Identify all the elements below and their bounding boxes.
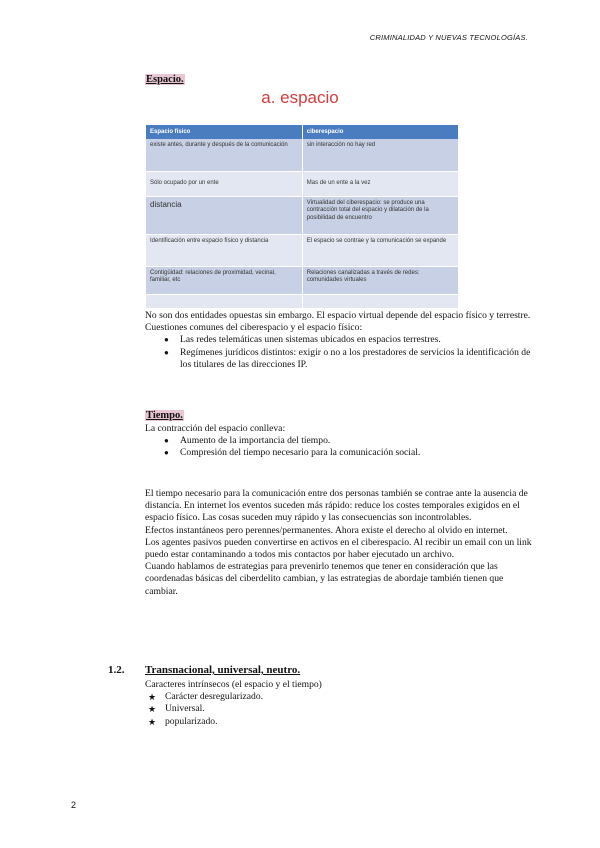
table-cell: sin interacción no hay red (302, 139, 458, 171)
star-bullet-icon: ★ (148, 692, 157, 703)
comparison-table (146, 125, 459, 309)
bullet-icon: ● (164, 436, 169, 446)
section-heading-1-2 (108, 664, 300, 676)
list-item: ★ Carácter desregularizado. (148, 691, 264, 703)
section-title-espacio: Espacio. (146, 74, 184, 85)
list-item: ★ popularizado. (148, 715, 218, 727)
paragraph: No son dos entidades opuestas sin embargo. El espacio virtual depende del espacio físico y terrestre. (145, 310, 531, 321)
table-cell: Sólo ocupado por un ente (146, 171, 302, 196)
bullet-icon: ● (164, 347, 169, 357)
bullet-icon: ● (164, 335, 169, 345)
paragraph: El tiempo necesario para la comunicación entre dos personas también se contrae ante la ausencia de distancia. En internet los eventos suceden más rápido: reduce los costes temporales exigidos en el espacio físico. Las cosas suceden muy rápido y las consecuencias son incontrolables. (145, 488, 528, 524)
table-row (146, 266, 459, 294)
paragraph: Cuestiones comunes del ciberespacio y el espacio físico: (145, 322, 363, 334)
table-cell: distancia (146, 196, 302, 234)
page-number: 2 (71, 800, 77, 810)
section-heading-text: Transnacional, universal, neutro. (145, 664, 301, 676)
tiempo-intro-block (145, 423, 535, 460)
list-item: ● Regímenes jurídicos distintos: exigir o no a los prestadores de servicios la identificación de los titulares de las direcciones IP. (164, 346, 531, 370)
table-cell: El espacio se contrae y la comunicación se expande (302, 234, 458, 266)
bullet-icon: ● (164, 448, 169, 458)
slide-title: a. espacio (261, 88, 339, 107)
table-header-cell: ciberespacio (302, 125, 458, 139)
star-bullet-icon: ★ (148, 704, 157, 715)
table-row (146, 294, 459, 308)
paragraph: Caracteres intrínsecos (el espacio y el tiempo) (145, 679, 322, 690)
table-cell: existe antes, durante y después de la comunicación (146, 139, 302, 171)
paragraph: Los agentes pasivos pueden convertirse en activos en el ciberespacio. Al recibir un email con un link puedo estar contaminando a todos mis contactos por haber ejecutado un archivo. (145, 536, 532, 561)
list-item: ● Compresión del tiempo necesario para la comunicación social. (164, 447, 421, 459)
list-item: ● Aumento de la importancia del tiempo. (164, 435, 331, 447)
table-header-row (146, 125, 459, 139)
bullet-list (145, 334, 535, 371)
section-1-2-block (145, 679, 535, 728)
list-item: ● Las redes telemáticas unen sistemas ubicados en espacios terrestres. (164, 334, 441, 346)
table-cell: Identificación entre espacio físico y distancia (146, 234, 302, 266)
section-title-tiempo: Tiempo. (146, 410, 183, 421)
paragraph: Cuando hablamos de estrategias para prevenirlo tenemos que tener en consideración que las coordenadas básicas del ciberdelito cambian, y las estrategias de abordaje también tienen que cambiar. (145, 561, 504, 597)
table-cell: Contigüidad: relaciones de proximidad, vecinal, familiar, etc (146, 266, 302, 294)
table-cell: Virtualidad del ciberespacio: se produce una contracción total del espacio y dilatación de la posibilidad de encuentro (302, 196, 458, 234)
star-list (145, 691, 535, 728)
table-cell (146, 294, 302, 308)
list-item: ★ Universal. (148, 703, 205, 715)
table-cell (302, 294, 458, 308)
tiempo-text-block (145, 488, 535, 598)
table-row (146, 234, 459, 266)
table-row (146, 139, 459, 171)
running-header: CRIMINALIDAD Y NUEVAS TECNOLOGÍAS. (369, 33, 528, 42)
table-row (146, 196, 459, 234)
paragraph: La contracción del espacio conlleva: (145, 423, 286, 434)
table-row (146, 171, 459, 196)
section-number: 1.2. (108, 664, 125, 676)
table-header-cell: Espacio físico (146, 125, 302, 139)
espacio-text-block (145, 310, 535, 371)
table-cell: Relaciones canalizadas a través de redes: comunidades virtuales (302, 266, 458, 294)
table-cell: Mas de un ente a la vez (302, 171, 458, 196)
paragraph: Efectos instantáneos pero perennes/permanentes. Ahora existe el derecho al olvido en internet. (145, 524, 508, 536)
bullet-list (145, 435, 535, 459)
star-bullet-icon: ★ (148, 716, 157, 727)
